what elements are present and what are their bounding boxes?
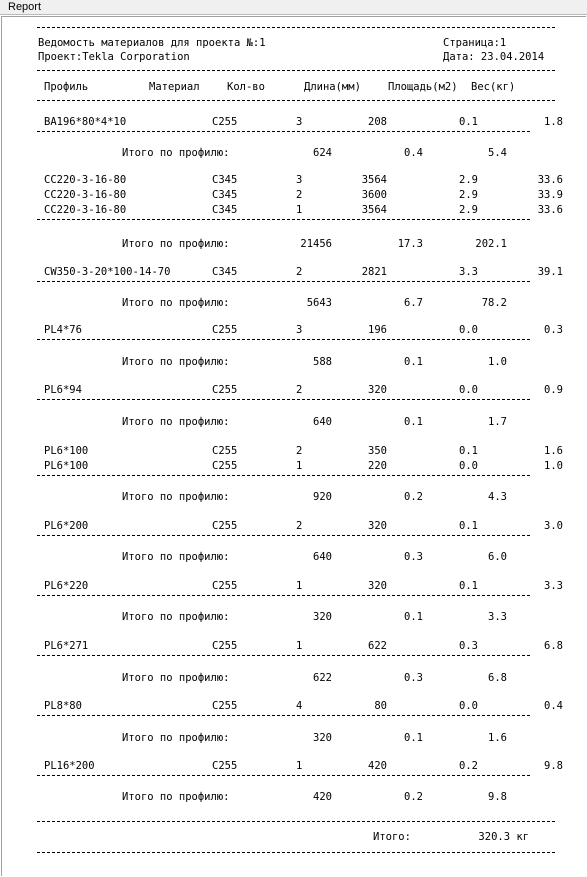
subtotal-weight: 5.4: [488, 147, 507, 159]
separator-line: [37, 219, 530, 220]
separator-line: [37, 852, 555, 853]
subtotal-area: 0.2: [404, 491, 423, 503]
row-weight: 33.9: [537, 189, 563, 201]
subtotal-weight: 3.3: [488, 611, 507, 623]
row-weight: 1.6: [544, 445, 563, 457]
window-title: Report: [0, 0, 587, 15]
row-area: 0.0: [459, 384, 478, 396]
subtotal-label: Итого по профилю:: [122, 356, 230, 368]
row-profile: CW350-3-20*100-14-70: [44, 266, 171, 278]
row-material: C345: [212, 189, 238, 201]
row-area: 2.9: [459, 174, 478, 186]
row-profile: PL6*100: [44, 445, 89, 457]
row-material: C345: [212, 174, 238, 186]
subtotal-label: Итого по профилю:: [122, 297, 230, 309]
row-area: 0.1: [459, 580, 478, 592]
subtotal-area: 0.3: [404, 551, 423, 563]
row-qty: 1: [296, 204, 303, 216]
row-area: 0.3: [459, 640, 478, 652]
row-profile: PL4*76: [44, 324, 82, 336]
row-material: C255: [212, 324, 238, 336]
subtotal-weight: 1.0: [488, 356, 507, 368]
row-material: C255: [212, 460, 238, 472]
subtotal-length: 622: [313, 672, 332, 684]
separator-line: [37, 655, 530, 656]
row-material: C255: [212, 700, 238, 712]
row-weight: 0.3: [544, 324, 563, 336]
subtotal-length: 640: [313, 416, 332, 428]
row-length: 208: [368, 116, 387, 128]
row-area: 0.0: [459, 324, 478, 336]
row-area: 2.9: [459, 189, 478, 201]
report-frame: [1, 16, 586, 876]
row-qty: 3: [296, 324, 303, 336]
row-profile: PL6*100: [44, 460, 89, 472]
row-weight: 3.0: [544, 520, 563, 532]
row-length: 80: [374, 700, 387, 712]
col-material: Материал: [149, 81, 200, 93]
row-area: 2.9: [459, 204, 478, 216]
row-material: C255: [212, 520, 238, 532]
report-title: Ведомость материалов для проекта №:1: [38, 37, 266, 49]
row-weight: 0.4: [544, 700, 563, 712]
row-length: 320: [368, 384, 387, 396]
row-qty: 4: [296, 700, 303, 712]
row-profile: BA196*80*4*10: [44, 116, 127, 128]
subtotal-length: 320: [313, 732, 332, 744]
separator-line: [37, 100, 555, 101]
separator-line: [37, 595, 530, 596]
subtotal-label: Итого по профилю:: [122, 551, 230, 563]
row-area: 3.3: [459, 266, 478, 278]
subtotal-length: 624: [313, 147, 332, 159]
subtotal-weight: 4.3: [488, 491, 507, 503]
row-material: C255: [212, 580, 238, 592]
separator-line: [37, 281, 530, 282]
row-area: 0.1: [459, 116, 478, 128]
subtotal-area: 6.7: [404, 297, 423, 309]
subtotal-length: 320: [313, 611, 332, 623]
row-weight: 0.9: [544, 384, 563, 396]
subtotal-area: 0.1: [404, 611, 423, 623]
row-area: 0.2: [459, 760, 478, 772]
subtotal-weight: 6.0: [488, 551, 507, 563]
separator-line: [37, 535, 530, 536]
row-material: C255: [212, 760, 238, 772]
row-length: 196: [368, 324, 387, 336]
subtotal-length: 640: [313, 551, 332, 563]
page-number: Страница:1: [443, 37, 507, 49]
subtotal-weight: 9.8: [488, 791, 507, 803]
subtotal-area: 0.1: [404, 416, 423, 428]
row-length: 3564: [361, 174, 387, 186]
row-weight: 1.8: [544, 116, 563, 128]
row-profile: CC220-3-16-80: [44, 189, 127, 201]
subtotal-area: 0.3: [404, 672, 423, 684]
row-length: 320: [368, 580, 387, 592]
row-weight: 39.1: [537, 266, 563, 278]
separator-line: [37, 399, 530, 400]
row-profile: PL6*220: [44, 580, 89, 592]
separator-line: [37, 821, 555, 822]
subtotal-area: 17.3: [397, 238, 423, 250]
project-name: Проект:Tekla Corporation: [38, 51, 190, 63]
col-length: Длина(мм): [304, 81, 361, 93]
row-qty: 1: [296, 580, 303, 592]
row-weight: 6.8: [544, 640, 563, 652]
subtotal-weight: 78.2: [481, 297, 507, 309]
row-qty: 2: [296, 266, 303, 278]
row-length: 220: [368, 460, 387, 472]
col-area: Площадь(м2): [388, 81, 458, 93]
col-weight: Вес(кг): [471, 81, 516, 93]
row-qty: 2: [296, 189, 303, 201]
separator-line: [37, 715, 530, 716]
row-weight: 33.6: [537, 174, 563, 186]
row-length: 622: [368, 640, 387, 652]
subtotal-label: Итого по профилю:: [122, 416, 230, 428]
row-area: 0.0: [459, 460, 478, 472]
subtotal-length: 920: [313, 491, 332, 503]
separator-line: [37, 27, 555, 28]
row-material: C255: [212, 445, 238, 457]
subtotal-weight: 1.7: [488, 416, 507, 428]
row-length: 420: [368, 760, 387, 772]
row-qty: 1: [296, 460, 303, 472]
row-qty: 2: [296, 520, 303, 532]
row-profile: PL6*94: [44, 384, 82, 396]
report-date: Дата: 23.04.2014: [443, 51, 545, 63]
subtotal-label: Итого по профилю:: [122, 238, 230, 250]
row-length: 3564: [361, 204, 387, 216]
subtotal-length: 420: [313, 791, 332, 803]
row-qty: 2: [296, 445, 303, 457]
separator-line: [37, 131, 530, 132]
col-qty: Кол-во: [227, 81, 265, 93]
subtotal-label: Итого по профилю:: [122, 791, 230, 803]
subtotal-length: 5643: [306, 297, 332, 309]
row-material: C255: [212, 116, 238, 128]
subtotal-area: 0.4: [404, 147, 423, 159]
row-qty: 1: [296, 760, 303, 772]
row-material: C255: [212, 640, 238, 652]
row-profile: PL8*80: [44, 700, 82, 712]
total-value: 320.3 кг: [478, 831, 529, 843]
row-weight: 3.3: [544, 580, 563, 592]
row-length: 320: [368, 520, 387, 532]
separator-line: [37, 339, 530, 340]
subtotal-weight: 1.6: [488, 732, 507, 744]
subtotal-area: 0.2: [404, 791, 423, 803]
separator-line: [37, 775, 530, 776]
subtotal-weight: 202.1: [475, 238, 507, 250]
row-area: 0.0: [459, 700, 478, 712]
row-length: 350: [368, 445, 387, 457]
row-area: 0.1: [459, 520, 478, 532]
row-profile: PL6*271: [44, 640, 89, 652]
row-length: 2821: [361, 266, 387, 278]
subtotal-area: 0.1: [404, 732, 423, 744]
col-profile: Профиль: [44, 81, 89, 93]
row-qty: 2: [296, 384, 303, 396]
separator-line: [37, 475, 530, 476]
subtotal-length: 21456: [300, 238, 332, 250]
subtotal-label: Итого по профилю:: [122, 672, 230, 684]
subtotal-label: Итого по профилю:: [122, 491, 230, 503]
row-profile: PL6*200: [44, 520, 89, 532]
subtotal-label: Итого по профилю:: [122, 147, 230, 159]
row-weight: 9.8: [544, 760, 563, 772]
row-profile: CC220-3-16-80: [44, 174, 127, 186]
row-qty: 3: [296, 116, 303, 128]
row-qty: 3: [296, 174, 303, 186]
row-profile: PL16*200: [44, 760, 95, 772]
row-profile: CC220-3-16-80: [44, 204, 127, 216]
row-qty: 1: [296, 640, 303, 652]
row-material: C345: [212, 266, 238, 278]
row-area: 0.1: [459, 445, 478, 457]
total-label: Итого:: [373, 831, 411, 843]
row-material: C345: [212, 204, 238, 216]
row-material: C255: [212, 384, 238, 396]
separator-line: [37, 70, 555, 71]
subtotal-length: 588: [313, 356, 332, 368]
subtotal-label: Итого по профилю:: [122, 732, 230, 744]
subtotal-weight: 6.8: [488, 672, 507, 684]
subtotal-area: 0.1: [404, 356, 423, 368]
row-weight: 33.6: [537, 204, 563, 216]
subtotal-label: Итого по профилю:: [122, 611, 230, 623]
row-length: 3600: [361, 189, 387, 201]
row-weight: 1.0: [544, 460, 563, 472]
